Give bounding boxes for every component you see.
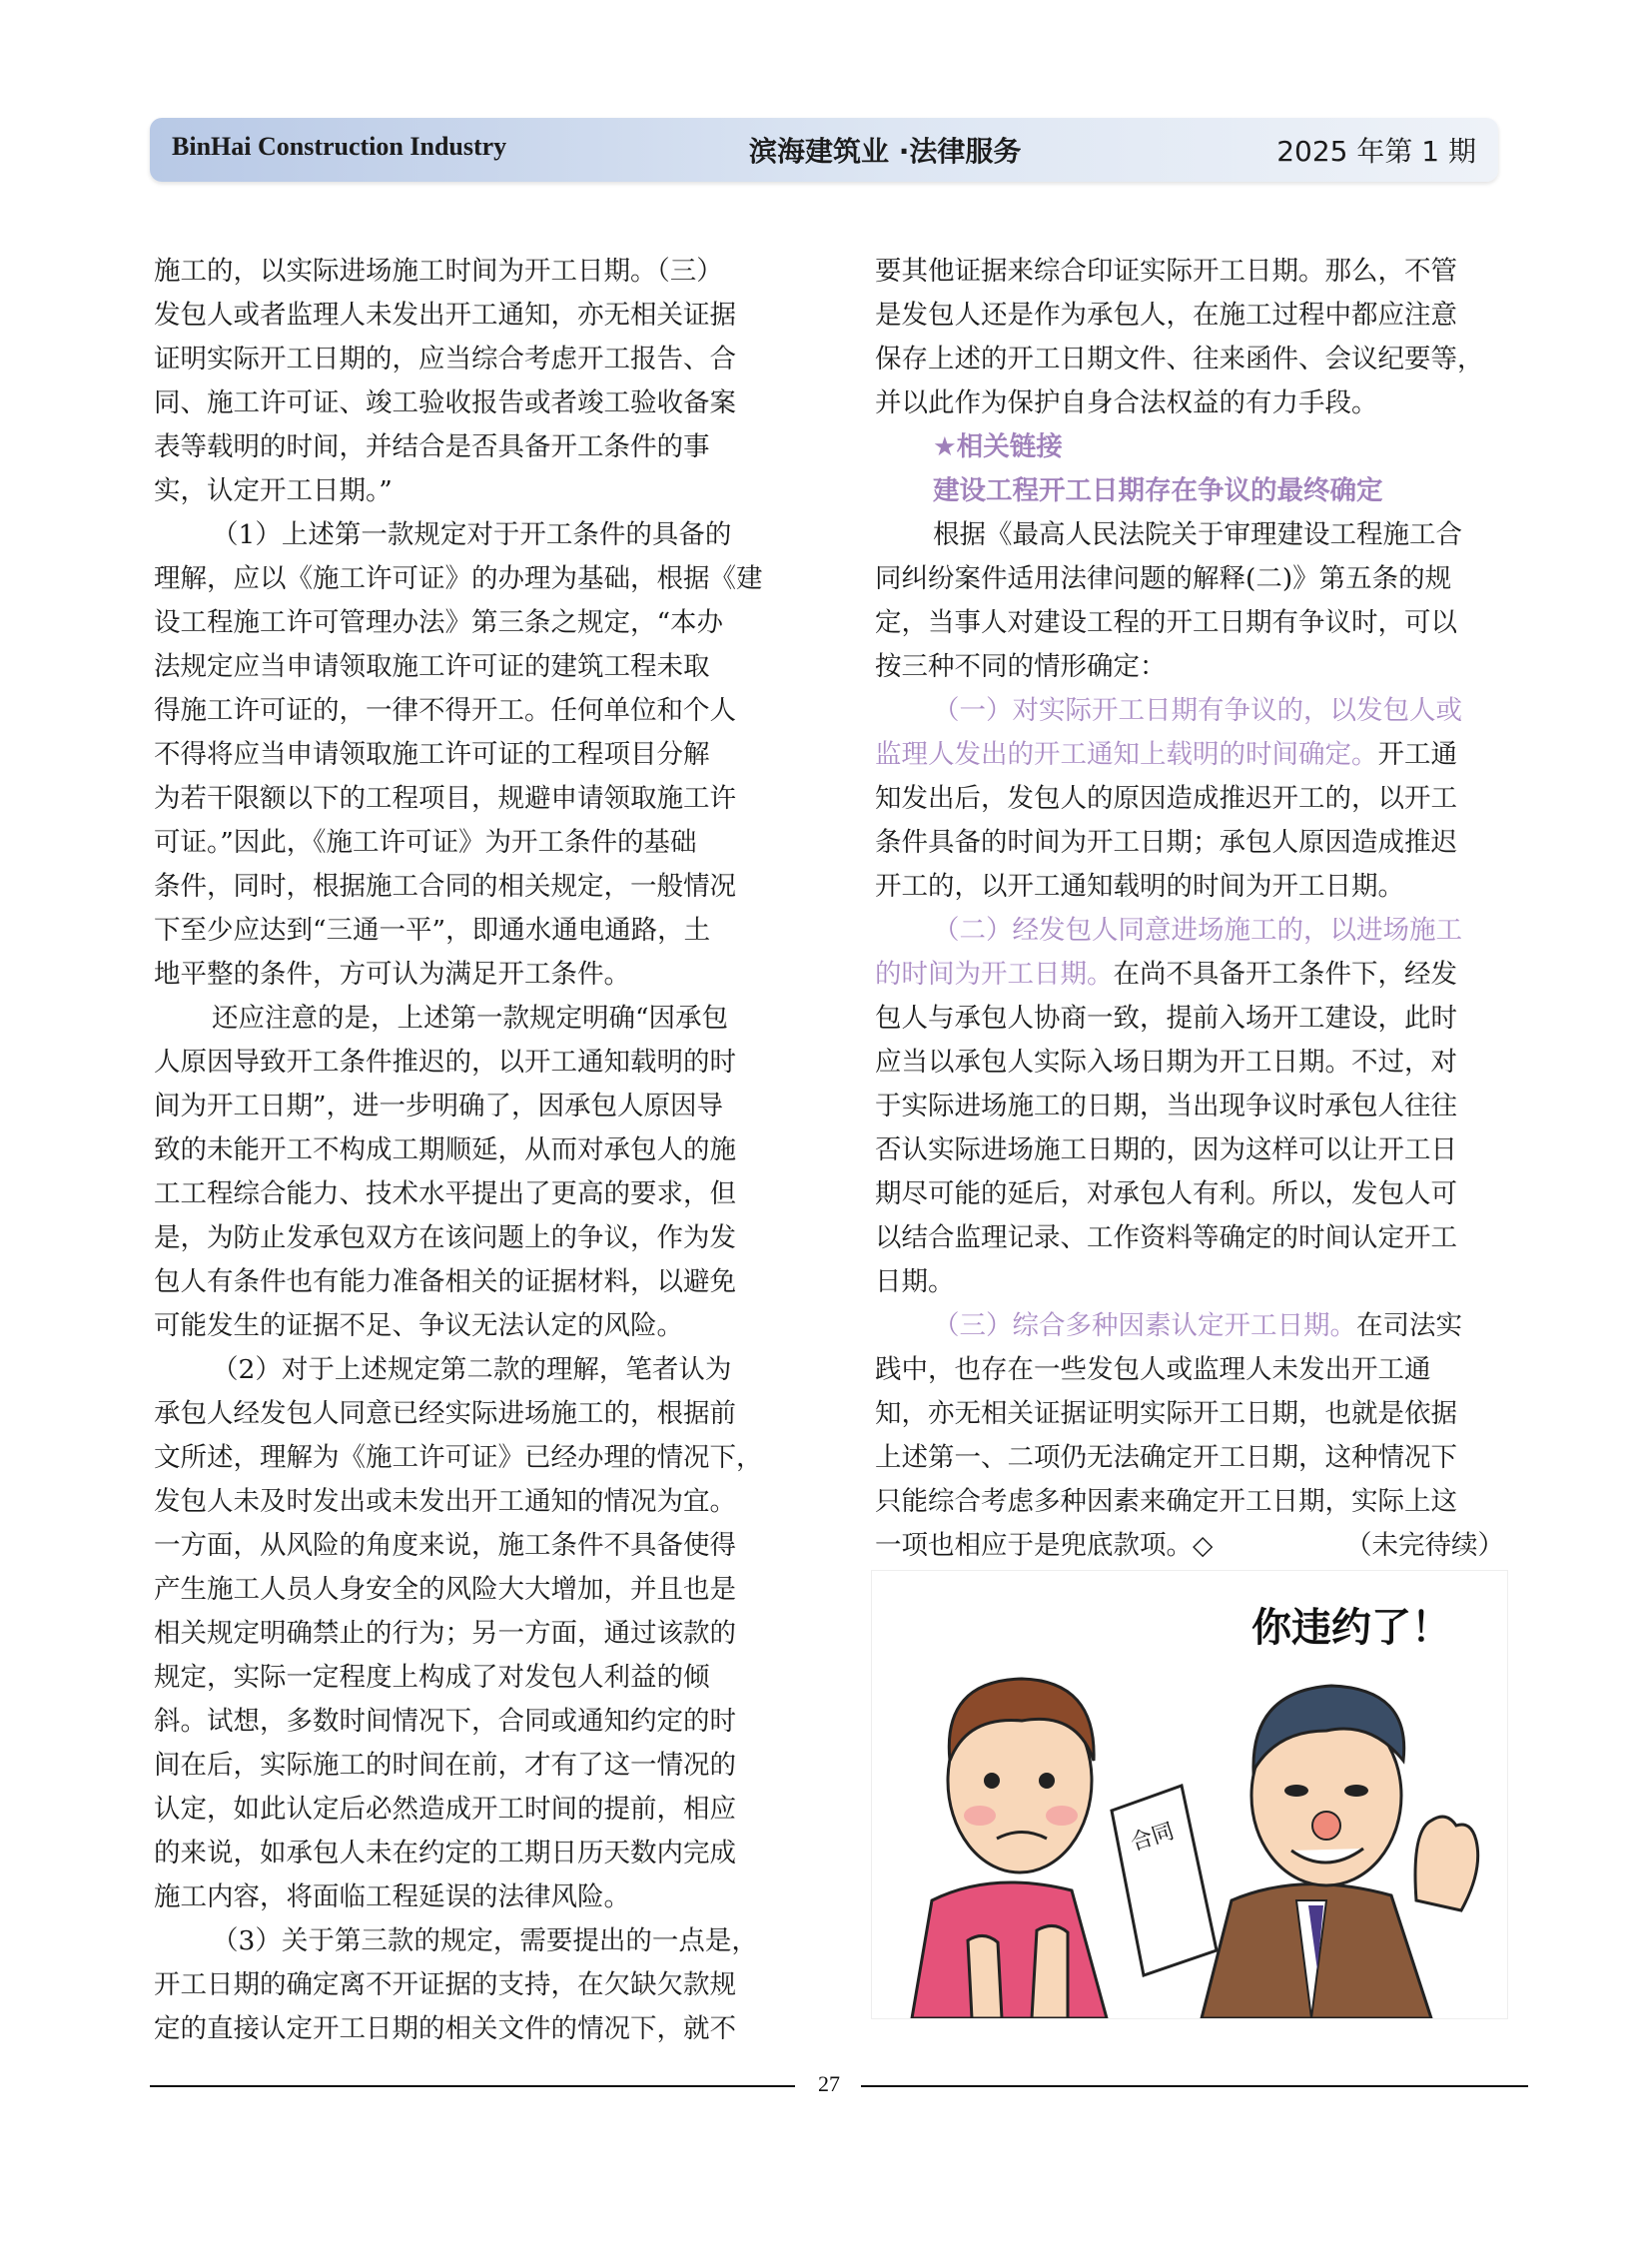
to-be-continued: （未完待续） <box>1345 1530 1504 1561</box>
text-line: 发包人未及时发出或未发出开工通知的情况为宜。 <box>154 1486 736 1517</box>
header-bar <box>150 118 1498 182</box>
paragraph-3 <box>154 997 787 1348</box>
paragraph-basis <box>875 513 1504 689</box>
text-line: 包人与承包人协商一致，提前入场开工建设，此时 <box>875 1003 1457 1034</box>
text-line: 是，为防止发承包双方在该问题上的争议，作为发 <box>154 1222 736 1253</box>
text-line: 按三种不同的情形确定： <box>875 651 1167 682</box>
journal-english-title: BinHai Construction Industry <box>172 132 507 161</box>
right-man-eye <box>1284 1785 1308 1797</box>
text-line: 人原因导致开工条件推迟的，以开工通知载明的时 <box>154 1047 736 1078</box>
text-line: 地平整的条件，方可认为满足开工条件。 <box>154 959 630 990</box>
text-line: 间为开工日期”，进一步明确了，因承包人原因导 <box>154 1091 724 1121</box>
text-line: 期尽可能的延后，对承包人有利。所以，发包人可 <box>875 1178 1457 1209</box>
paragraph-2 <box>154 513 787 997</box>
text-line: 可能发生的证据不足、争议无法认定的风险。 <box>154 1310 683 1341</box>
related-link-subheading: 建设工程开工日期存在争议的最终确定 <box>933 475 1383 506</box>
right-column <box>875 250 1504 1568</box>
text-line: 斜。试想，多数时间情况下，合同或通知约定的时 <box>154 1706 736 1737</box>
left-man-blush <box>1046 1806 1078 1826</box>
text-line <box>875 953 1504 997</box>
cartoon-illustration <box>871 1570 1508 2019</box>
text-line: （1）上述第一款规定对于开工条件的具备的 <box>212 519 732 550</box>
text-line: 下至少应达到“三通一平”，即通水通电通路，土 <box>154 915 711 946</box>
text-line: 间在后，实际施工的时间在前，才有了这一情况的 <box>154 1750 736 1781</box>
rule-heading-continued: 的时间为开工日期。 <box>875 959 1114 990</box>
cartoon-drawing <box>872 1571 1507 2018</box>
text-line: 一方面，从风险的角度来说，施工条件不具备使得 <box>154 1530 736 1561</box>
related-link-heading: ★相关链接 <box>933 431 1063 462</box>
right-man-nose <box>1312 1812 1340 1840</box>
contract-paper <box>1112 1786 1217 1975</box>
text-line <box>875 1304 1504 1348</box>
text-line: 知发出后，发包人的原因造成推迟开工的，以开工 <box>875 783 1457 814</box>
footer-rule-left <box>150 2085 795 2087</box>
text-fragment: 在尚不具备开工条件下，经发 <box>1113 959 1457 990</box>
paragraph-1 <box>154 250 787 513</box>
text-line: 并以此作为保护自身合法权益的有力手段。 <box>875 387 1378 418</box>
right-man-eye <box>1344 1785 1368 1797</box>
text-line: 保存上述的开工日期文件、往来函件、会议纪要等， <box>875 344 1484 374</box>
paragraph-5 <box>154 1919 787 2051</box>
text-line: 文所述，理解为《施工许可证》已经办理的情况下， <box>154 1442 763 1473</box>
text-line: 同、施工许可证、竣工验收报告或者竣工验收备案 <box>154 387 736 418</box>
text-line: 根据《最高人民法院关于审理建设工程施工合 <box>933 519 1462 550</box>
text-line: 产生施工人员人身安全的风险大大增加，并且也是 <box>154 1574 736 1605</box>
text-line: （3）关于第三款的规定，需要提出的一点是， <box>212 1925 758 1956</box>
rule-heading-continued: 监理人发出的开工通知上载明的时间确定。 <box>875 739 1378 770</box>
text-line: 可证。”因此，《施工许可证》为开工条件的基础 <box>154 827 697 858</box>
text-line: 理解，应以《施工许可证》的办理为基础，根据《建 <box>154 563 763 594</box>
text-line: 同纠纷案件适用法律问题的解释(二)》第五条的规 <box>875 563 1452 594</box>
text-line: 上述第一、二项仍无法确定开工日期，这种情况下 <box>875 1442 1457 1473</box>
text-line: 实，认定开工日期。” <box>154 475 393 506</box>
issue-label: 2025 年第 1 期 <box>1276 135 1476 168</box>
text-line: （2）对于上述规定第二款的理解，笔者认为 <box>212 1354 732 1385</box>
text-line: 定，当事人对建设工程的开工日期有争议时，可以 <box>875 607 1457 638</box>
text-line: 为若干限额以下的工程项目，规避申请领取施工许 <box>154 783 736 814</box>
left-column <box>154 250 787 2051</box>
left-man-shirt <box>912 1882 1107 2018</box>
text-fragment: 一项也相应于是兜底款项。◇ <box>875 1530 1214 1561</box>
rule-heading: （二）经发包人同意进场施工的，以进场施工 <box>933 915 1462 946</box>
left-man-blush <box>964 1806 996 1826</box>
text-line: 知，亦无相关证据证明实际开工日期，也就是依据 <box>875 1398 1457 1429</box>
text-line: 的来说，如承包人未在约定的工期日历天数内完成 <box>154 1838 736 1868</box>
text-line: 规定，实际一定程度上构成了对发包人利益的倾 <box>154 1662 710 1693</box>
right-man-hand <box>1415 1817 1478 1910</box>
rule-item-3 <box>875 1304 1504 1568</box>
left-man-hand <box>1032 1925 1068 2018</box>
rule-item-2 <box>875 909 1504 1304</box>
text-fragment: 在司法实 <box>1356 1310 1462 1341</box>
text-line: 工工程综合能力、技术水平提出了更高的要求，但 <box>154 1178 736 1209</box>
text-line: 践中，也存在一些发包人或监理人未发出开工通 <box>875 1354 1431 1385</box>
text-line: 开工的，以开工通知载明的时间为开工日期。 <box>875 871 1404 902</box>
rule-heading: （一）对实际开工日期有争议的，以发包人或 <box>933 695 1462 726</box>
text-line: 以结合监理记录、工作资料等确定的时间认定开工 <box>875 1222 1457 1253</box>
text-line: 法规定应当申请领取施工许可证的建筑工程未取 <box>154 651 710 682</box>
text-line: 条件具备的时间为开工日期；承包人原因造成推迟 <box>875 827 1457 858</box>
text-line: 包人有条件也有能力准备相关的证据材料，以避免 <box>154 1266 736 1297</box>
journal-section-title: 滨海建筑业 ·法律服务 <box>749 135 1022 168</box>
rule-heading: （三）综合多种因素认定开工日期。 <box>933 1310 1356 1341</box>
speech-text: 你违约了！ <box>1251 1605 1451 1651</box>
text-line <box>875 733 1504 777</box>
text-line: 致的未能开工不构成工期顺延，从而对承包人的施 <box>154 1134 736 1165</box>
text-line: 施工内容，将面临工程延误的法律风险。 <box>154 1881 630 1912</box>
text-line: 发包人或者监理人未发出开工通知，亦无相关证据 <box>154 300 736 331</box>
text-line: 得施工许可证的，一律不得开工。任何单位和个人 <box>154 695 736 726</box>
paragraph-4 <box>154 1348 787 1919</box>
text-line: 否认实际进场施工日期的，因为这样可以让开工日 <box>875 1134 1457 1165</box>
rule-item-1 <box>875 689 1504 909</box>
left-man-eye <box>1039 1773 1055 1789</box>
text-line: 不得将应当申请领取施工许可证的工程项目分解 <box>154 739 710 770</box>
text-line: 于实际进场施工的日期，当出现争议时承包人往往 <box>875 1091 1457 1121</box>
text-line: 相关规定明确禁止的行为；另一方面，通过该款的 <box>154 1618 736 1649</box>
text-line: 还应注意的是，上述第一款规定明确“因承包 <box>212 1003 729 1034</box>
contract-label: 合同 <box>1128 1819 1178 1857</box>
text-line: 定的直接认定开工日期的相关文件的情况下，就不 <box>154 2013 736 2044</box>
text-line: 开工日期的确定离不开证据的支持，在欠缺欠款规 <box>154 1969 736 2000</box>
page-number: 27 <box>818 2071 840 2096</box>
left-man-hand <box>968 1935 1002 2018</box>
text-line: 表等载明的时间，并结合是否具备开工条件的事 <box>154 431 710 462</box>
text-line: 承包人经发包人同意已经实际进场施工的，根据前 <box>154 1398 736 1429</box>
text-line: 设工程施工许可管理办法》第三条之规定，“本办 <box>154 607 724 638</box>
footer-rule-right <box>861 2085 1528 2087</box>
text-line: 日期。 <box>875 1266 955 1297</box>
text-line: 应当以承包人实际入场日期为开工日期。不过，对 <box>875 1047 1457 1078</box>
text-line <box>875 1524 1504 1568</box>
text-line: 只能综合考虑多种因素来确定开工日期，实际上这 <box>875 1486 1457 1517</box>
text-line: 证明实际开工日期的，应当综合考虑开工报告、合 <box>154 344 736 374</box>
text-fragment: 开工通 <box>1377 739 1457 770</box>
text-line: 条件，同时，根据施工合同的相关规定，一般情况 <box>154 871 736 902</box>
text-line: 认定，如此认定后必然造成开工时间的提前，相应 <box>154 1794 736 1825</box>
left-man-eye <box>984 1773 1000 1789</box>
text-line: 要其他证据来综合印证实际开工日期。那么，不管 <box>875 256 1457 287</box>
text-line: 是发包人还是作为承包人，在施工过程中都应注意 <box>875 300 1457 331</box>
text-line: 施工的，以实际进场施工时间为开工日期。（三） <box>154 256 723 287</box>
paragraph-continued <box>875 250 1504 425</box>
